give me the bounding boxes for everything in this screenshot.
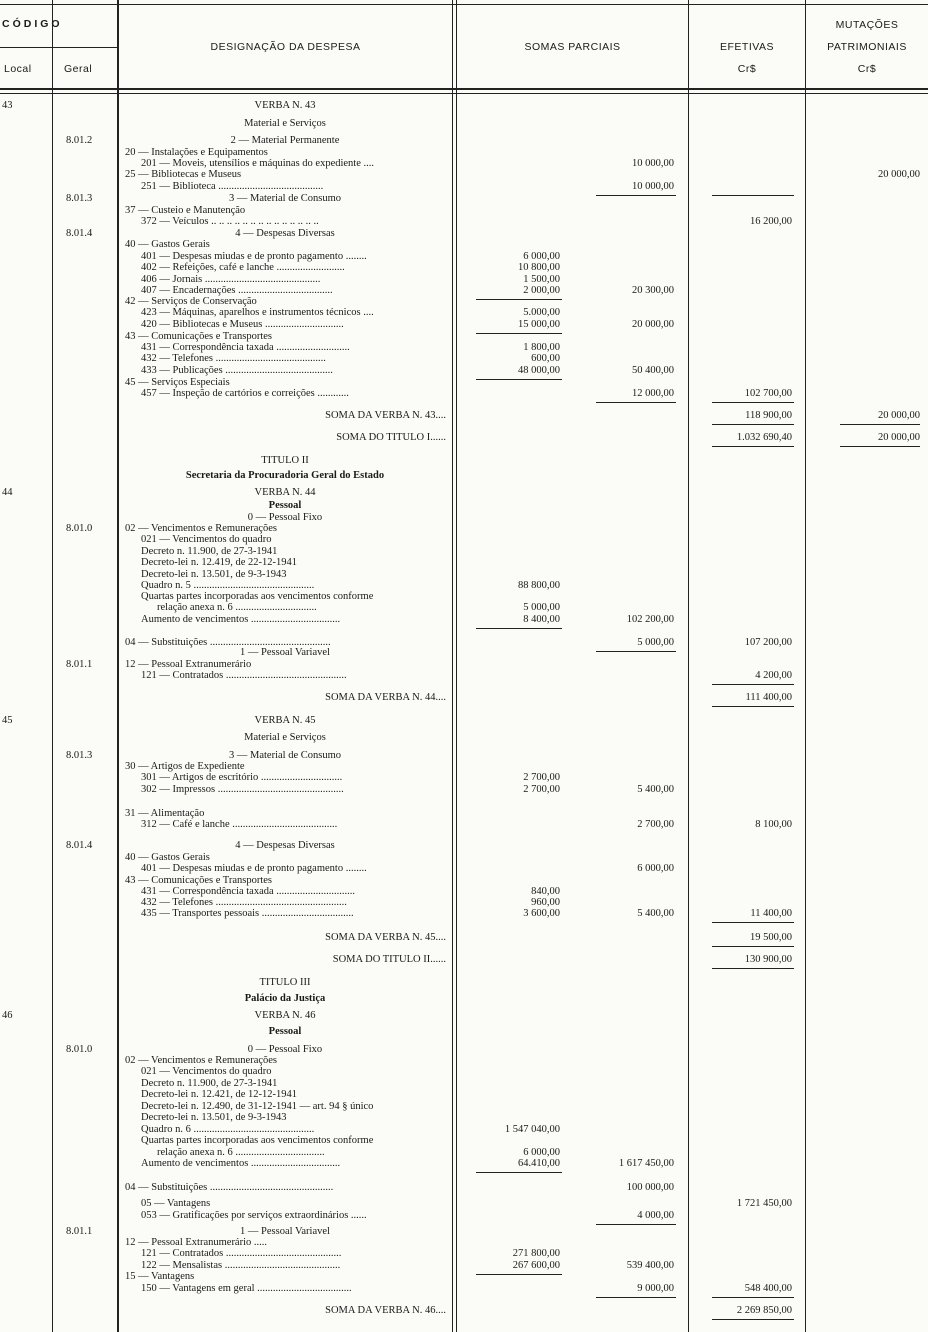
subtotal-rule xyxy=(596,1224,676,1225)
expense-item: 43 — Comunicações e Transportes xyxy=(125,875,272,886)
subtotal-rule xyxy=(712,424,794,425)
section-heading: VERBA N. 45 xyxy=(254,715,316,726)
subtotal-rule xyxy=(712,922,794,923)
subtotal-rule xyxy=(712,402,794,403)
expense-item: 302 — Impressos ................................................ xyxy=(141,784,344,795)
value-s2: 539 400,00 xyxy=(626,1260,674,1271)
section-heading: VERBA N. 46 xyxy=(254,1010,316,1021)
expense-item: 30 — Artigos de Expediente xyxy=(125,761,245,772)
expense-item: 121 — Contratados ............................................ xyxy=(141,1248,342,1259)
expense-item: 431 — Correspondência taxada ............................ xyxy=(141,342,350,353)
section-heading: 4 — Despesas Diversas xyxy=(235,228,335,239)
expense-item: 420 — Bibliotecas e Museus .............................. xyxy=(141,319,344,330)
value-ef: 19 500,00 xyxy=(750,932,792,943)
expense-item: Aumento de vencimentos .................................. xyxy=(141,1158,341,1169)
expense-item: 401 — Despesas miudas e de pronto pagamento ........ xyxy=(141,863,367,874)
subtotal-rule xyxy=(712,195,794,196)
code-local: 46 xyxy=(2,1010,13,1021)
code-geral: 8.01.0 xyxy=(66,1044,93,1055)
value-ef: 111 400,00 xyxy=(745,692,792,703)
value-s2: 5 000,00 xyxy=(637,637,674,648)
sum-label: SOMA DA VERBA N. 44.... xyxy=(325,692,446,703)
expense-item: 432 — Telefones .......................................... xyxy=(141,353,326,364)
expense-item: Quadro n. 5 .............................................. xyxy=(141,580,315,591)
header-codigo-rule xyxy=(0,47,117,48)
expense-item: 25 — Bibliotecas e Museus xyxy=(125,169,242,180)
expense-item: 402 — Refeições, café e lanche .......................... xyxy=(141,262,345,273)
value-s1: 960,00 xyxy=(531,897,560,908)
value-s2: 20 300,00 xyxy=(632,285,674,296)
header-geral: Geral xyxy=(64,63,93,75)
header-top-rule xyxy=(0,4,928,5)
value-s1: 8 400,00 xyxy=(523,614,560,625)
section-heading: Pessoal xyxy=(268,1026,302,1037)
expense-item: 431 — Correspondência taxada .............................. xyxy=(141,886,356,897)
value-s1: 1 500,00 xyxy=(523,274,560,285)
expense-item: Aumento de vencimentos .................................. xyxy=(141,614,341,625)
subtotal-rule xyxy=(476,1274,562,1275)
header-mutacoes: MUTAÇÕES xyxy=(835,19,899,31)
subtotal-rule xyxy=(476,333,562,334)
rule-efetivas-mutacoes xyxy=(805,0,806,1332)
subtotal-rule xyxy=(476,379,562,380)
expense-item: 021 — Vencimentos do quadro xyxy=(141,534,272,545)
subtotal-rule xyxy=(712,446,794,447)
value-s2: 12 000,00 xyxy=(632,388,674,399)
code-geral: 8.01.3 xyxy=(66,193,93,204)
expense-item: Decreto-lei n. 13.501, de 9-3-1943 xyxy=(141,569,287,580)
header-efetivas: EFETIVAS xyxy=(720,41,774,53)
code-geral: 8.01.1 xyxy=(66,659,93,670)
header-efetivas-crs: Cr$ xyxy=(737,63,757,75)
subtotal-rule xyxy=(476,299,562,300)
expense-item: 20 — Instalações e Equipamentos xyxy=(125,147,268,158)
value-s1: 271 800,00 xyxy=(512,1248,560,1259)
subtotal-rule xyxy=(596,1297,676,1298)
section-heading: 4 — Despesas Diversas xyxy=(235,840,335,851)
expense-item: 432 — Telefones .................................................. xyxy=(141,897,347,908)
expense-item: 04 — Substituições .............................................. xyxy=(125,637,331,648)
expense-item: 121 — Contratados .............................................. xyxy=(141,670,347,681)
value-ef: 107 200,00 xyxy=(744,637,792,648)
expense-item: 423 — Máquinas, aparelhos e instrumentos técnicos .... xyxy=(141,307,374,318)
value-ef: 130 900,00 xyxy=(744,954,792,965)
header-somas-parciais: SOMAS PARCIAIS xyxy=(524,41,621,53)
expense-item: 312 — Café e lanche ........................................ xyxy=(141,819,338,830)
section-heading: Material e Serviços xyxy=(244,118,326,129)
code-local: 45 xyxy=(2,715,13,726)
section-heading: Secretaria da Procuradoria Geral do Estado xyxy=(185,470,385,481)
value-s1: 6 000,00 xyxy=(523,1147,560,1158)
section-heading: VERBA N. 44 xyxy=(254,487,316,498)
value-s1: 48 000,00 xyxy=(518,365,560,376)
value-s2: 4 000,00 xyxy=(637,1210,674,1221)
code-geral: 8.01.2 xyxy=(66,135,93,146)
code-geral: 8.01.1 xyxy=(66,1226,93,1237)
expense-item: Quadro n. 6 .............................................. xyxy=(141,1124,315,1135)
sum-label: SOMA DA VERBA N. 43.... xyxy=(325,410,446,421)
expense-item: 407 — Encadernações .................................... xyxy=(141,285,333,296)
value-mut: 20 000,00 xyxy=(878,169,920,180)
expense-item: Quartas partes incorporadas aos vencimentos conforme xyxy=(141,1135,374,1146)
value-ef: 4 200,00 xyxy=(755,670,792,681)
section-heading: 0 — Pessoal Fixo xyxy=(247,512,323,523)
value-s1: 15 000,00 xyxy=(518,319,560,330)
header-local: Local xyxy=(4,63,32,75)
code-geral: 8.01.3 xyxy=(66,750,93,761)
value-s1: 64.410,00 xyxy=(518,1158,560,1169)
section-heading: 1 — Pessoal Variavel xyxy=(240,1226,330,1237)
rule-somas-efetivas xyxy=(688,0,689,1332)
expense-item: relação anexa n. 6 ............................... xyxy=(157,602,317,613)
expense-item: 42 — Serviços de Conservação xyxy=(125,296,257,307)
header-bottom-rule-2 xyxy=(0,93,928,94)
expense-item: 02 — Vencimentos e Remunerações xyxy=(125,523,278,534)
code-local: 44 xyxy=(2,487,13,498)
value-s1: 88 800,00 xyxy=(518,580,560,591)
subtotal-rule xyxy=(712,946,794,947)
expense-item: 37 — Custeio e Manutenção xyxy=(125,205,246,216)
expense-item: 053 — Gratificações por serviços extraordinários ...... xyxy=(141,1210,367,1221)
rule-local-geral xyxy=(52,0,53,1332)
expense-item: 12 — Pessoal Extranumerário xyxy=(125,659,252,670)
subtotal-rule xyxy=(596,195,676,196)
subtotal-rule xyxy=(712,706,794,707)
expense-item: 433 — Publicações ......................................... xyxy=(141,365,333,376)
section-heading: Pessoal xyxy=(268,500,302,511)
value-s1: 600,00 xyxy=(531,353,560,364)
value-ef: 8 100,00 xyxy=(755,819,792,830)
subtotal-rule xyxy=(596,402,676,403)
value-s1: 840,00 xyxy=(531,886,560,897)
value-s2: 2 700,00 xyxy=(637,819,674,830)
subtotal-rule xyxy=(596,651,676,652)
subtotal-rule xyxy=(840,424,920,425)
value-s2: 6 000,00 xyxy=(637,863,674,874)
section-heading: 0 — Pessoal Fixo xyxy=(247,1044,323,1055)
expense-item: 40 — Gastos Gerais xyxy=(125,239,210,250)
value-ef: 11 400,00 xyxy=(750,908,792,919)
value-s1: 3 600,00 xyxy=(523,908,560,919)
value-s2: 100 000,00 xyxy=(626,1182,674,1193)
section-heading: 2 — Material Permanente xyxy=(230,135,340,146)
rule-desc-somas-2 xyxy=(456,0,457,1332)
expense-item: Decreto n. 11.900, de 27-3-1941 xyxy=(141,1078,278,1089)
sum-label: SOMA DO TITULO II...... xyxy=(332,954,446,965)
section-heading: Material e Serviços xyxy=(244,732,326,743)
expense-item: 40 — Gastos Gerais xyxy=(125,852,210,863)
expense-item: 150 — Vantagens em geral .................................... xyxy=(141,1283,352,1294)
subtotal-rule xyxy=(712,1319,794,1320)
expense-item: 406 — Jornais ............................................ xyxy=(141,274,321,285)
expense-item: Decreto-lei n. 13.501, de 9-3-1943 xyxy=(141,1112,287,1123)
value-mut: 20 000,00 xyxy=(878,410,920,421)
value-s1: 2 700,00 xyxy=(523,784,560,795)
expense-item: 401 — Despesas miudas e de pronto pagamento ........ xyxy=(141,251,367,262)
value-s1: 2 700,00 xyxy=(523,772,560,783)
code-local: 43 xyxy=(2,100,13,111)
value-mut: 20 000,00 xyxy=(878,432,920,443)
value-s2: 10 000,00 xyxy=(632,158,674,169)
expense-item: 04 — Substituições ............................................... xyxy=(125,1182,334,1193)
subtotal-rule xyxy=(712,968,794,969)
rule-geral-desc xyxy=(117,0,119,1332)
value-s2: 102 200,00 xyxy=(626,614,674,625)
expense-item: Decreto-lei n. 12.421, de 12-12-1941 xyxy=(141,1089,297,1100)
expense-item: 12 — Pessoal Extranumerário ..... xyxy=(125,1237,268,1248)
expense-item: Decreto-lei n. 12.490, de 31-12-1941 — art. 94 § único xyxy=(141,1101,374,1112)
section-heading: 3 — Material de Consumo xyxy=(229,750,341,761)
value-s1: 1 800,00 xyxy=(523,342,560,353)
expense-item: Decreto-lei n. 12.419, de 22-12-1941 xyxy=(141,557,297,568)
code-geral: 8.01.0 xyxy=(66,523,93,534)
value-s2: 5 400,00 xyxy=(637,784,674,795)
header-designacao: DESIGNAÇÃO DA DESPESA xyxy=(210,41,361,53)
expense-item: 43 — Comunicações e Transportes xyxy=(125,331,272,342)
expense-item: 122 — Mensalistas ............................................ xyxy=(141,1260,341,1271)
value-ef: 118 900,00 xyxy=(745,410,792,421)
expense-item: relação anexa n. 6 .................................. xyxy=(157,1147,325,1158)
expense-item: Quartas partes incorporadas aos vencimentos conforme xyxy=(141,591,374,602)
expense-item: 05 — Vantagens xyxy=(141,1198,211,1209)
code-geral: 8.01.4 xyxy=(66,228,93,239)
header-mutacoes-crs: Cr$ xyxy=(857,63,877,75)
subtotal-rule xyxy=(840,446,920,447)
expense-item: 15 — Vantagens xyxy=(125,1271,195,1282)
section-heading: Palácio da Justiça xyxy=(244,993,326,1004)
value-ef: 1 721 450,00 xyxy=(736,1198,792,1209)
expense-item: 457 — Inspeção de cartórios e correições ............ xyxy=(141,388,349,399)
value-s2: 50 400,00 xyxy=(632,365,674,376)
expense-item: 372 — Veículos .. .. .. .. .. .. .. .. .. .. .. .. .. .. xyxy=(141,216,319,227)
value-s2: 1 617 450,00 xyxy=(618,1158,674,1169)
code-geral: 8.01.4 xyxy=(66,840,93,851)
subtotal-rule xyxy=(712,1297,794,1298)
expense-item: 251 — Biblioteca ........................................ xyxy=(141,181,324,192)
expense-item: 02 — Vencimentos e Remunerações xyxy=(125,1055,278,1066)
rule-desc-somas xyxy=(452,0,453,1332)
value-ef: 16 200,00 xyxy=(750,216,792,227)
expense-item: 435 — Transportes pessoais ................................... xyxy=(141,908,354,919)
sum-label: SOMA DA VERBA N. 45.... xyxy=(325,932,446,943)
value-s2: 5 400,00 xyxy=(637,908,674,919)
value-ef: 548 400,00 xyxy=(744,1283,792,1294)
value-s2: 10 000,00 xyxy=(632,181,674,192)
value-ef: 1.032 690,40 xyxy=(736,432,792,443)
section-heading: TITULO III xyxy=(259,977,311,988)
value-s1: 267 600,00 xyxy=(512,1260,560,1271)
expense-item: Decreto n. 11.900, de 27-3-1941 xyxy=(141,546,278,557)
value-s1: 2 000,00 xyxy=(523,285,560,296)
value-s1: 5 000,00 xyxy=(523,602,560,613)
value-s1: 1 547 040,00 xyxy=(504,1124,560,1135)
expense-item: 31 — Alimentação xyxy=(125,808,205,819)
value-ef: 2 269 850,00 xyxy=(736,1305,792,1316)
header-codigo: CÓDIGO xyxy=(2,18,63,30)
expense-item: 201 — Moveis, utensílios e máquinas do expediente .... xyxy=(141,158,375,169)
subtotal-rule xyxy=(712,684,794,685)
section-heading: 1 — Pessoal Variavel xyxy=(240,647,330,658)
header-patrimoniais: PATRIMONIAIS xyxy=(827,41,907,53)
sum-label: SOMA DO TITULO I...... xyxy=(336,432,446,443)
value-ef: 102 700,00 xyxy=(744,388,792,399)
section-heading: TITULO II xyxy=(261,455,309,466)
value-s1: 5.000,00 xyxy=(523,307,560,318)
header-bottom-rule xyxy=(0,88,928,90)
section-heading: VERBA N. 43 xyxy=(254,100,316,111)
value-s1: 6 000,00 xyxy=(523,251,560,262)
section-heading: 3 — Material de Consumo xyxy=(229,193,341,204)
subtotal-rule xyxy=(476,1172,562,1173)
expense-item: 45 — Serviços Especiais xyxy=(125,377,230,388)
expense-item: 301 — Artigos de escritório ............................... xyxy=(141,772,343,783)
value-s2: 9 000,00 xyxy=(637,1283,674,1294)
value-s2: 20 000,00 xyxy=(632,319,674,330)
sum-label: SOMA DA VERBA N. 46.... xyxy=(325,1305,446,1316)
value-s1: 10 800,00 xyxy=(518,262,560,273)
subtotal-rule xyxy=(476,628,562,629)
expense-item: 021 — Vencimentos do quadro xyxy=(141,1066,272,1077)
